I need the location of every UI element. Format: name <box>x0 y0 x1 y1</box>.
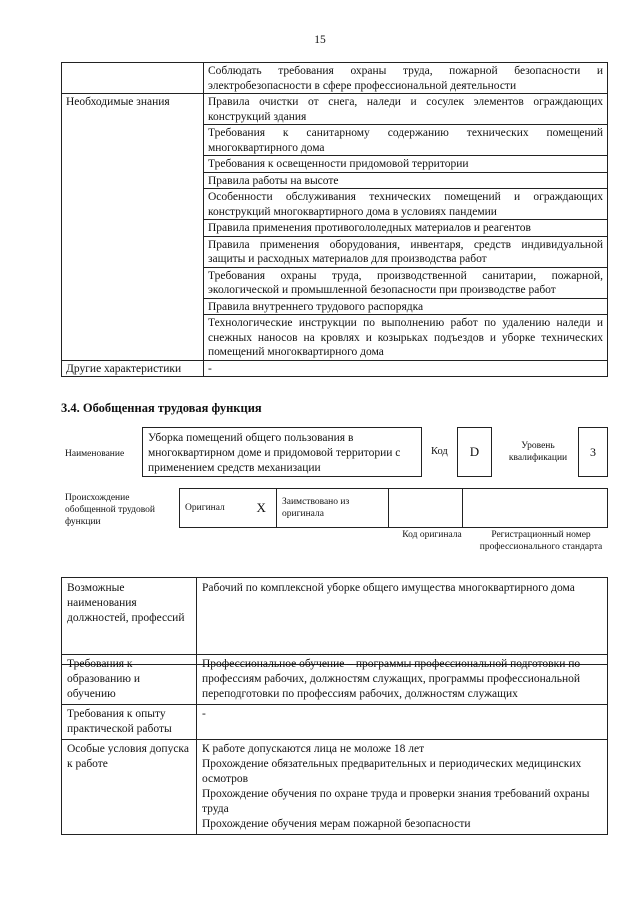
borrowed-label: Заимствовано из оригинала <box>277 489 389 528</box>
qualification-level-value: 3 <box>578 427 608 477</box>
positions-value: Рабочий по комплексной уборке общего имущества многоквартирного дома <box>197 578 608 665</box>
function-name: Уборка помещений общего пользования в многоквартирном доме и придомовой территории с применением средств механизации <box>142 427 422 477</box>
conditions-label: Особые условия допуска к работе <box>62 740 197 835</box>
section-heading: 3.4. Обобщенная трудовая функция <box>61 401 262 415</box>
condition-item: Прохождение обязательных предварительных и периодических медицинских осмотров <box>202 758 582 785</box>
first-row-value: Соблюдать требования охраны труда, пожарной безопасности и электробезопасности в сфере профессиональной деятельности <box>204 63 608 94</box>
condition-item: Прохождение обучения по охране труда и проверки знания требований охраны труда <box>202 788 590 815</box>
qualification-level-label: Уровень квалификации <box>508 441 568 463</box>
table-row <box>180 489 608 528</box>
experience-value: - <box>197 705 608 740</box>
knowledge-item: Технологические инструкции по выполнению работ по удалению наледи и снежных наносов на кровлях и козырьках подъездов и уборке технических помещений многоквартирного дома <box>204 315 608 361</box>
knowledge-item: Правила применения оборудования, инвентаря, средств индивидуальной защиты и расходных материалов для производства работ <box>204 236 608 267</box>
requirements-table <box>61 654 608 835</box>
condition-item: К работе допускаются лица не моложе 18 лет <box>202 743 425 755</box>
origin-label: Происхождение обобщенной трудовой функции <box>65 493 155 527</box>
original-mark: X <box>247 489 277 528</box>
condition-item: Прохождение обучения мерам пожарной безопасности <box>202 818 471 830</box>
other-characteristics-label: Другие характеристики <box>62 360 204 377</box>
conditions-value <box>197 740 608 835</box>
other-characteristics-value: - <box>204 360 608 377</box>
knowledge-item: Особенности обслуживания технических помещений и ограждающих конструкций многоквартирного дома в условиях пандемии <box>204 189 608 220</box>
table-row <box>62 63 608 94</box>
knowledge-table <box>61 62 608 377</box>
table-row <box>62 705 608 740</box>
name-label: Наименование <box>65 449 125 459</box>
registration-number-caption: Регистрационный номер профессионального стандарта <box>479 530 603 552</box>
table-row <box>62 94 608 125</box>
education-label: Требования к образованию и обучению <box>62 655 197 705</box>
knowledge-item: Требования к освещенности придомовой территории <box>204 156 608 173</box>
original-code-caption: Код оригинала <box>402 530 462 540</box>
knowledge-item: Правила работы на высоте <box>204 172 608 189</box>
empty-label-cell <box>62 63 204 94</box>
knowledge-label: Необходимые знания <box>62 94 204 361</box>
table-row <box>62 360 608 377</box>
page-number: 15 <box>314 34 326 46</box>
code-value: D <box>457 427 492 477</box>
origin-table <box>179 488 608 528</box>
original-label: Оригинал <box>180 489 247 528</box>
code-label: Код <box>431 446 448 457</box>
knowledge-item: Требования охраны труда, производственной санитарии, пожарной, экологической и промышленной безопасности при производстве работ <box>204 267 608 298</box>
original-code-cell <box>389 489 463 528</box>
knowledge-item: Правила очистки от снега, наледи и сосулек элементов ограждающих конструкций здания <box>204 94 608 125</box>
registration-number-cell <box>463 489 608 528</box>
positions-label: Возможные наименования должностей, профессий <box>62 578 197 665</box>
experience-label: Требования к опыту практической работы <box>62 705 197 740</box>
knowledge-item: Требования к санитарному содержанию технических помещений многоквартирного дома <box>204 125 608 156</box>
table-row <box>62 740 608 835</box>
education-value: Профессиональное обучение – программы профессиональной подготовки по профессиям рабочих, должностям служащих, программы профессиональной переподготовки по профессиям рабочих, должностям служащих <box>197 655 608 705</box>
knowledge-item: Правила внутреннего трудового распорядка <box>204 298 608 315</box>
knowledge-item: Правила применения противогололедных материалов и реагентов <box>204 220 608 237</box>
table-row <box>62 655 608 705</box>
table-row <box>62 578 608 665</box>
positions-table <box>61 577 608 665</box>
